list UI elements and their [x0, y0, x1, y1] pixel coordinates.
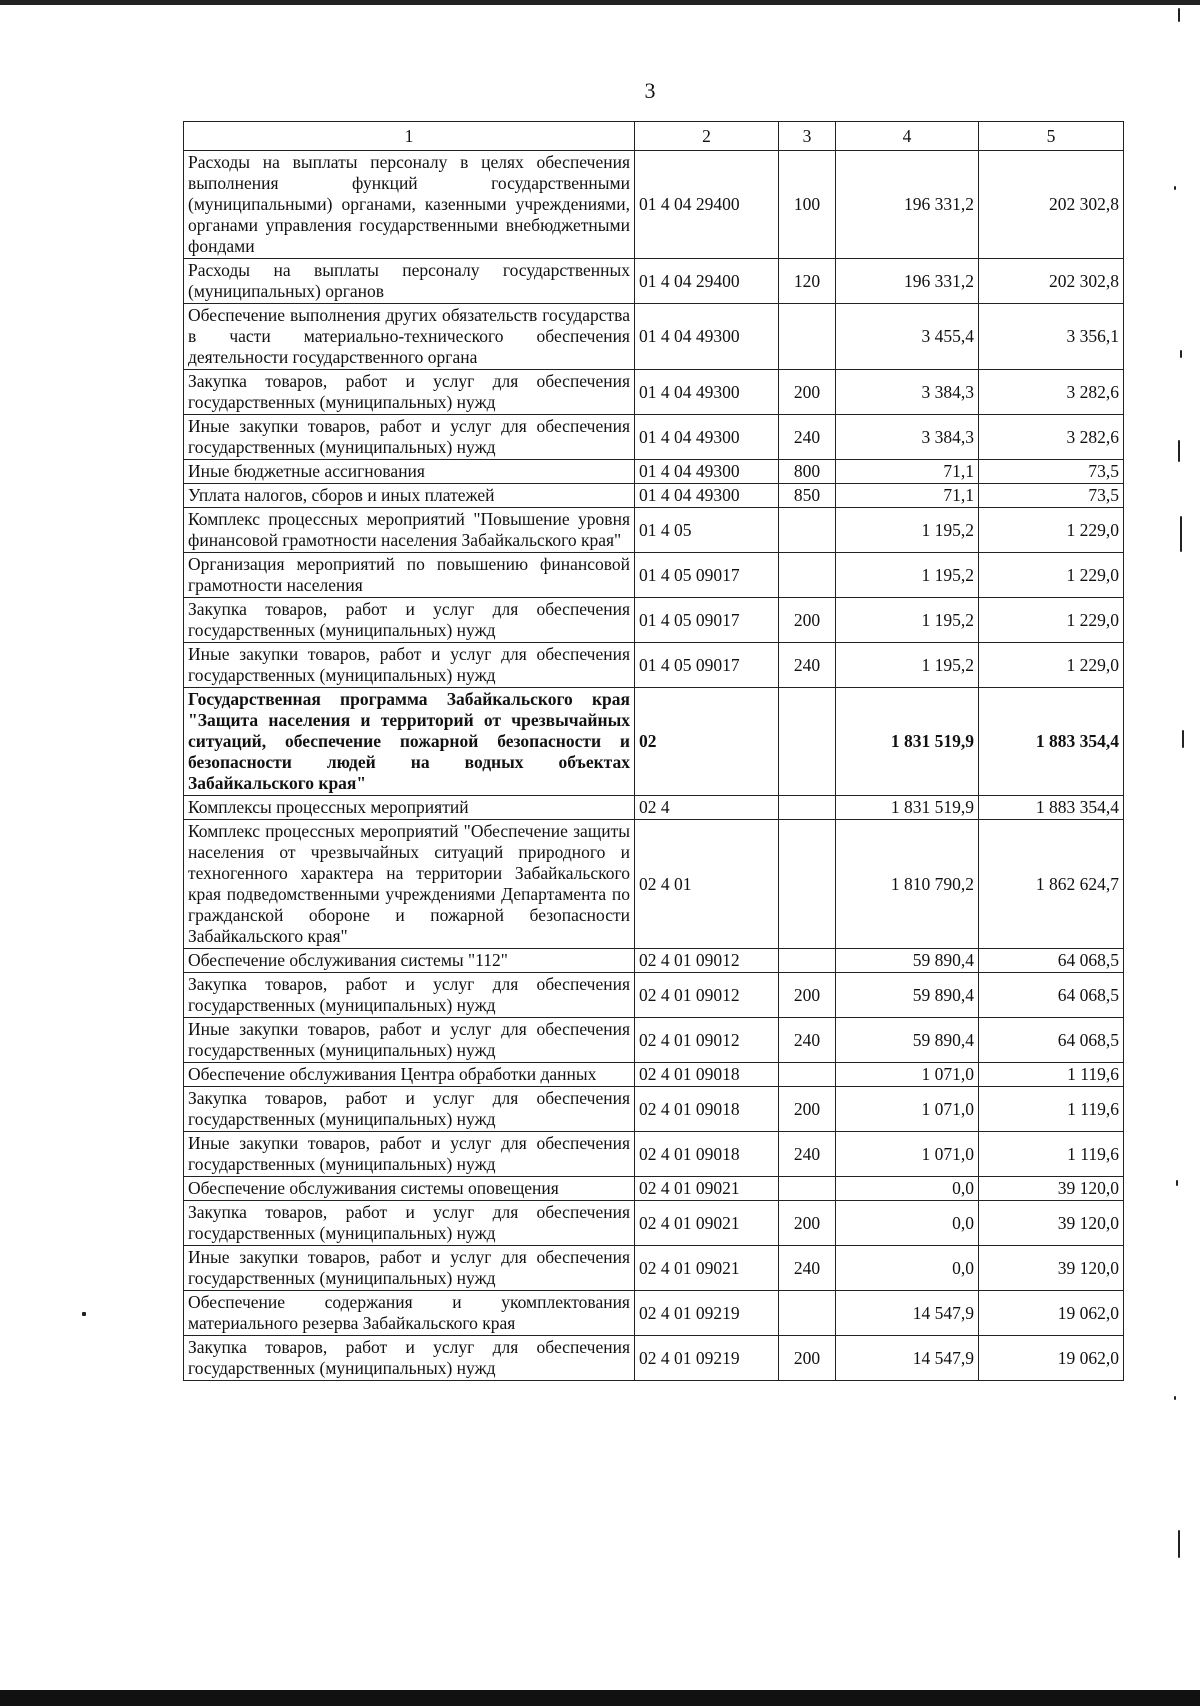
row-kvr-cell: 240 [779, 1132, 836, 1177]
table-row [184, 820, 1124, 949]
row-kvr-cell: 240 [779, 1018, 836, 1063]
row-kvr-cell: 200 [779, 1087, 836, 1132]
row-value-col4-cell: 1 071,0 [836, 1132, 979, 1177]
row-code-cell: 01 4 04 49300 [635, 415, 779, 460]
row-code-cell: 01 4 04 49300 [635, 370, 779, 415]
scan-speck [1180, 516, 1182, 552]
table-row [184, 1087, 1124, 1132]
row-code-cell: 02 4 01 09021 [635, 1177, 779, 1201]
row-kvr-cell: 240 [779, 643, 836, 688]
row-kvr-cell [779, 688, 836, 796]
row-name-cell: Закупка товаров, работ и услуг для обеспечения государственных (муниципальных) нужд [184, 370, 635, 415]
row-name-cell: Обеспечение содержания и укомплектования материального резерва Забайкальского края [184, 1291, 635, 1336]
table-row [184, 553, 1124, 598]
row-code-cell: 01 4 05 09017 [635, 598, 779, 643]
row-kvr-cell [779, 508, 836, 553]
row-value-col4-cell: 1 831 519,9 [836, 796, 979, 820]
table-row [184, 1246, 1124, 1291]
scan-edge-bottom [0, 1690, 1200, 1706]
row-code-cell: 02 4 01 09018 [635, 1087, 779, 1132]
row-value-col5-cell: 1 229,0 [979, 553, 1124, 598]
table-row [184, 508, 1124, 553]
scan-speck [1182, 730, 1184, 748]
row-kvr-cell: 100 [779, 151, 836, 259]
row-value-col5-cell: 39 120,0 [979, 1177, 1124, 1201]
row-value-col4-cell: 3 455,4 [836, 304, 979, 370]
table-row [184, 259, 1124, 304]
scan-speck [82, 1312, 86, 1316]
row-value-col5-cell: 64 068,5 [979, 949, 1124, 973]
row-value-col4-cell: 71,1 [836, 484, 979, 508]
column-header-4: 4 [836, 122, 979, 151]
column-header-1: 1 [184, 122, 635, 151]
row-name-cell: Обеспечение обслуживания системы оповещения [184, 1177, 635, 1201]
row-value-col5-cell: 1 883 354,4 [979, 688, 1124, 796]
row-value-col5-cell: 1 229,0 [979, 643, 1124, 688]
row-value-col4-cell: 71,1 [836, 460, 979, 484]
row-value-col4-cell: 1 195,2 [836, 553, 979, 598]
row-value-col4-cell: 1 195,2 [836, 643, 979, 688]
table-row [184, 1132, 1124, 1177]
row-value-col5-cell: 39 120,0 [979, 1246, 1124, 1291]
row-name-cell: Иные закупки товаров, работ и услуг для обеспечения государственных (муниципальных) нужд [184, 1132, 635, 1177]
row-name-cell: Закупка товаров, работ и услуг для обеспечения государственных (муниципальных) нужд [184, 973, 635, 1018]
row-kvr-cell: 240 [779, 415, 836, 460]
scan-speck [1178, 1530, 1180, 1558]
row-value-col4-cell: 3 384,3 [836, 370, 979, 415]
row-value-col4-cell: 14 547,9 [836, 1291, 979, 1336]
row-code-cell: 01 4 04 49300 [635, 460, 779, 484]
row-code-cell: 01 4 04 49300 [635, 484, 779, 508]
budget-table [183, 121, 1124, 1381]
scan-speck [1174, 186, 1176, 190]
row-code-cell: 01 4 04 49300 [635, 304, 779, 370]
row-name-cell: Государственная программа Забайкальского края "Защита населения и территорий от чрезвычайных ситуаций, обеспечение пожарной безопасности и безопасности людей на водных объектах Забайкальского края" [184, 688, 635, 796]
table-row [184, 1201, 1124, 1246]
row-value-col4-cell: 196 331,2 [836, 259, 979, 304]
row-kvr-cell: 200 [779, 370, 836, 415]
row-value-col5-cell: 19 062,0 [979, 1291, 1124, 1336]
table-row [184, 973, 1124, 1018]
row-name-cell: Организация мероприятий по повышению финансовой грамотности населения [184, 553, 635, 598]
row-name-cell: Расходы на выплаты персоналу в целях обеспечения выполнения функций государственными (муниципальными) органами, казенными учреждениями, органами управления государственными внебюджетными фондами [184, 151, 635, 259]
row-value-col5-cell: 1 119,6 [979, 1063, 1124, 1087]
row-name-cell: Обеспечение обслуживания Центра обработки данных [184, 1063, 635, 1087]
row-value-col5-cell: 64 068,5 [979, 1018, 1124, 1063]
row-value-col5-cell: 3 282,6 [979, 415, 1124, 460]
row-kvr-cell [779, 1177, 836, 1201]
table-row [184, 598, 1124, 643]
row-value-col4-cell: 14 547,9 [836, 1336, 979, 1381]
row-value-col5-cell: 19 062,0 [979, 1336, 1124, 1381]
row-value-col4-cell: 196 331,2 [836, 151, 979, 259]
row-value-col5-cell: 1 229,0 [979, 598, 1124, 643]
row-name-cell: Расходы на выплаты персоналу государственных (муниципальных) органов [184, 259, 635, 304]
table-body [184, 151, 1124, 1381]
table-row [184, 949, 1124, 973]
table-row [184, 1291, 1124, 1336]
row-code-cell: 02 4 01 09219 [635, 1291, 779, 1336]
table-row [184, 415, 1124, 460]
scan-speck [1178, 440, 1180, 462]
row-value-col5-cell: 1 229,0 [979, 508, 1124, 553]
row-kvr-cell: 120 [779, 259, 836, 304]
row-value-col4-cell: 59 890,4 [836, 1018, 979, 1063]
row-kvr-cell: 200 [779, 598, 836, 643]
row-value-col5-cell: 202 302,8 [979, 151, 1124, 259]
table-row [184, 1063, 1124, 1087]
row-name-cell: Иные бюджетные ассигнования [184, 460, 635, 484]
row-code-cell: 02 4 01 09021 [635, 1246, 779, 1291]
row-code-cell: 02 4 01 09021 [635, 1201, 779, 1246]
row-code-cell: 02 4 01 09012 [635, 949, 779, 973]
table-row [184, 484, 1124, 508]
row-code-cell: 02 4 01 09012 [635, 973, 779, 1018]
row-value-col5-cell: 39 120,0 [979, 1201, 1124, 1246]
row-name-cell: Иные закупки товаров, работ и услуг для обеспечения государственных (муниципальных) нужд [184, 643, 635, 688]
row-value-col5-cell: 73,5 [979, 460, 1124, 484]
column-header-5: 5 [979, 122, 1124, 151]
table-row [184, 688, 1124, 796]
row-code-cell: 02 4 01 09219 [635, 1336, 779, 1381]
row-kvr-cell [779, 796, 836, 820]
table-row [184, 643, 1124, 688]
row-value-col5-cell: 64 068,5 [979, 973, 1124, 1018]
table-row [184, 796, 1124, 820]
row-name-cell: Закупка товаров, работ и услуг для обеспечения государственных (муниципальных) нужд [184, 598, 635, 643]
scan-speck [1178, 8, 1180, 22]
row-code-cell: 01 4 04 29400 [635, 151, 779, 259]
row-value-col4-cell: 1 195,2 [836, 508, 979, 553]
row-kvr-cell: 200 [779, 1201, 836, 1246]
row-value-col4-cell: 1 071,0 [836, 1063, 979, 1087]
row-value-col5-cell: 202 302,8 [979, 259, 1124, 304]
row-code-cell: 02 4 01 [635, 820, 779, 949]
table-row [184, 1018, 1124, 1063]
table-row [184, 1177, 1124, 1201]
row-value-col4-cell: 1 195,2 [836, 598, 979, 643]
row-code-cell: 02 4 01 09018 [635, 1132, 779, 1177]
row-kvr-cell: 850 [779, 484, 836, 508]
row-name-cell: Обеспечение выполнения других обязательств государства в части материально-технического обеспечения деятельности государственного органа [184, 304, 635, 370]
table-row [184, 1336, 1124, 1381]
row-code-cell: 01 4 05 [635, 508, 779, 553]
row-code-cell: 02 [635, 688, 779, 796]
row-name-cell: Закупка товаров, работ и услуг для обеспечения государственных (муниципальных) нужд [184, 1336, 635, 1381]
table-row [184, 151, 1124, 259]
scan-speck [1180, 350, 1182, 358]
row-name-cell: Уплата налогов, сборов и иных платежей [184, 484, 635, 508]
row-name-cell: Иные закупки товаров, работ и услуг для обеспечения государственных (муниципальных) нужд [184, 1246, 635, 1291]
row-value-col4-cell: 59 890,4 [836, 949, 979, 973]
row-kvr-cell: 200 [779, 1336, 836, 1381]
page-number: 3 [644, 78, 656, 103]
row-kvr-cell: 800 [779, 460, 836, 484]
table-row [184, 460, 1124, 484]
row-code-cell: 01 4 05 09017 [635, 553, 779, 598]
row-value-col5-cell: 1 119,6 [979, 1087, 1124, 1132]
column-header-3: 3 [779, 122, 836, 151]
row-value-col5-cell: 1 119,6 [979, 1132, 1124, 1177]
row-value-col4-cell: 0,0 [836, 1177, 979, 1201]
row-kvr-cell: 200 [779, 973, 836, 1018]
row-code-cell: 01 4 05 09017 [635, 643, 779, 688]
table-row [184, 370, 1124, 415]
row-kvr-cell [779, 304, 836, 370]
row-value-col5-cell: 73,5 [979, 484, 1124, 508]
row-name-cell: Закупка товаров, работ и услуг для обеспечения государственных (муниципальных) нужд [184, 1201, 635, 1246]
row-value-col4-cell: 1 831 519,9 [836, 688, 979, 796]
row-value-col4-cell: 1 071,0 [836, 1087, 979, 1132]
row-name-cell: Комплекс процессных мероприятий "Обеспечение защиты населения от чрезвычайных ситуаций природного и техногенного характера на территории Забайкальского края подведомственными учреждениями Департамента по гражданской обороне и пожарной безопасности Забайкальского края" [184, 820, 635, 949]
table-header-row [184, 122, 1124, 151]
row-name-cell: Иные закупки товаров, работ и услуг для обеспечения государственных (муниципальных) нужд [184, 415, 635, 460]
row-value-col5-cell: 3 356,1 [979, 304, 1124, 370]
row-value-col4-cell: 1 810 790,2 [836, 820, 979, 949]
row-value-col4-cell: 0,0 [836, 1246, 979, 1291]
row-kvr-cell [779, 820, 836, 949]
table-row [184, 304, 1124, 370]
row-value-col4-cell: 59 890,4 [836, 973, 979, 1018]
column-header-2: 2 [635, 122, 779, 151]
row-code-cell: 02 4 01 09012 [635, 1018, 779, 1063]
scan-edge-top [0, 0, 1200, 5]
row-name-cell: Закупка товаров, работ и услуг для обеспечения государственных (муниципальных) нужд [184, 1087, 635, 1132]
row-code-cell: 01 4 04 29400 [635, 259, 779, 304]
scan-speck [1174, 1396, 1176, 1400]
row-value-col5-cell: 3 282,6 [979, 370, 1124, 415]
row-name-cell: Иные закупки товаров, работ и услуг для обеспечения государственных (муниципальных) нужд [184, 1018, 635, 1063]
scan-speck [1176, 1180, 1178, 1186]
row-kvr-cell [779, 1291, 836, 1336]
row-value-col5-cell: 1 883 354,4 [979, 796, 1124, 820]
row-kvr-cell [779, 949, 836, 973]
row-name-cell: Обеспечение обслуживания системы "112" [184, 949, 635, 973]
row-kvr-cell: 240 [779, 1246, 836, 1291]
row-value-col4-cell: 3 384,3 [836, 415, 979, 460]
row-kvr-cell [779, 1063, 836, 1087]
row-code-cell: 02 4 01 09018 [635, 1063, 779, 1087]
row-value-col5-cell: 1 862 624,7 [979, 820, 1124, 949]
row-kvr-cell [779, 553, 836, 598]
row-code-cell: 02 4 [635, 796, 779, 820]
row-value-col4-cell: 0,0 [836, 1201, 979, 1246]
row-name-cell: Комплекс процессных мероприятий "Повышение уровня финансовой грамотности населения Забайкальского края" [184, 508, 635, 553]
row-name-cell: Комплексы процессных мероприятий [184, 796, 635, 820]
